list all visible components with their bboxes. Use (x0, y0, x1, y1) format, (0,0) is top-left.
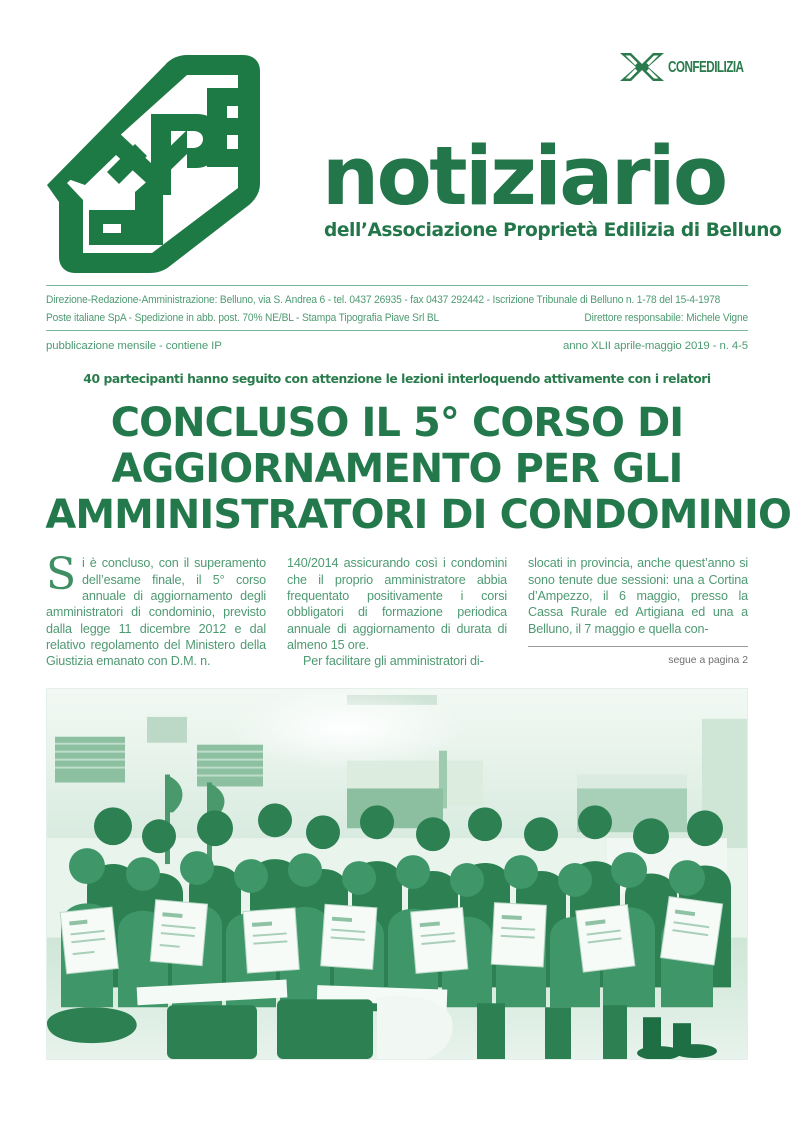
headline-line-3: AMMINISTRATORI DI CONDOMINIO (45, 489, 792, 538)
headline-line-2: AGGIORNAMENTO PER GLI (111, 443, 683, 492)
confedilizia-mark-icon (619, 50, 665, 84)
page-title: notiziario (322, 130, 726, 224)
headline-line-1: CONCLUSO IL 5° CORSO DI (110, 398, 684, 447)
article-body (46, 549, 748, 670)
masthead-subtitle: dell’Associazione Proprietà Edilizia di Belluno (324, 220, 782, 242)
article-column-2 (287, 555, 507, 670)
publication-issue: anno XLII aprile-maggio 2019 - n. 4-5 (563, 340, 748, 353)
masthead-zone (0, 0, 794, 285)
column-1-paragraph (46, 549, 266, 670)
colophon-editor: Direttore responsabile: Michele Vigne (584, 311, 748, 324)
continuation-note (528, 646, 748, 668)
colophon-line-1: Direzione-Redazione-Amministrazione: Belluno, via S. Andrea 6 - tel. 0437 26935 - fax 0437 292442 - Iscrizione Tribunale di Belluno n. 1-78 del 15-4-1978 (46, 294, 721, 307)
ape-house-logo (47, 52, 297, 277)
masthead (322, 130, 782, 242)
drop-cap: S (46, 549, 76, 601)
colophon (46, 286, 748, 333)
article-photo (46, 688, 748, 1060)
confedilizia-logo (619, 50, 748, 84)
continuation-text: segue a pagina 2 (668, 655, 748, 667)
publication-frequency: pubblicazione mensile - contiene IP (46, 340, 222, 353)
colophon-line-2 (46, 310, 748, 328)
column-1-text: i è concluso, con il superamento dell’esame finale, il 5° corso annuale di aggiornamento degli amministratori di condominio, previsto dalla legge 11 dicembre 2012 e dal relativo regolamento del Ministero della Giustizia emanato con D.M. n. (46, 556, 266, 669)
colophon-postal-info: Poste italiane SpA - Spedizione in abb. post. 70% NE/BL - Stampa Tipografia Piave Srl BL (46, 311, 440, 324)
article-column-3 (528, 555, 748, 667)
article-column-1 (46, 549, 266, 670)
confedilizia-wordmark: CONFEDILIZIA (667, 58, 744, 76)
column-2-paragraph-2: Per facilitare gli amministratori di- (303, 654, 484, 669)
continuation-rule (528, 646, 748, 647)
column-3-paragraph-1: slocati in provincia, anche quest’anno si sono tenute due sessioni: una a Cortina d’Ampezzo, il 6 maggio, presso la Cassa Rurale ed Artigiana ed una a Belluno, il 7 maggio e quella con- (528, 556, 748, 636)
publication-row (46, 331, 748, 359)
article-kicker: 40 partecipanti hanno seguito con attenzione le lezioni interloquendo attivamente con i relatori (83, 371, 711, 387)
column-2-paragraph-1: 140/2014 assicurando così i condomini che il proprio amministratore abbia frequentato positivamente i corsi obbligatori di formazione periodica annuale di aggiornamento di durata di almeno 15 ore. (287, 556, 507, 653)
article-headline (45, 398, 792, 538)
